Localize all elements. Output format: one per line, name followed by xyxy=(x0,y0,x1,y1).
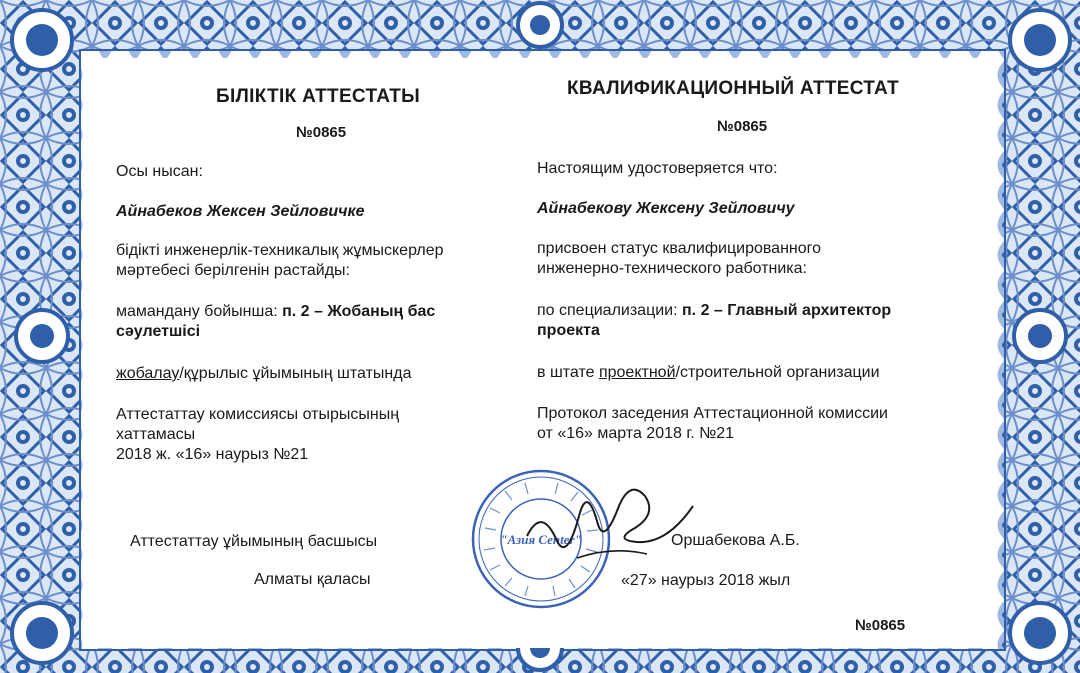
kazakh-city: Алматы қаласы xyxy=(254,571,371,588)
russian-number: №0865 xyxy=(717,118,768,135)
russian-specialization xyxy=(537,301,891,320)
russian-org-underlined: проектной xyxy=(598,364,676,381)
russian-org-prefix: в штате xyxy=(537,364,599,381)
russian-signer: Оршабекова А.Б. xyxy=(671,532,800,549)
russian-protocol-1: Протокол заседения Аттестационной комиссии xyxy=(537,405,888,422)
kazakh-organization xyxy=(116,364,411,383)
russian-intro: Настоящим удостоверяется что: xyxy=(537,160,778,177)
russian-protocol-2: от «16» марта 2018 г. №21 xyxy=(537,425,735,442)
russian-spec-value-cont: проекта xyxy=(537,322,600,339)
kazakh-status-line-1: бідікті инженерлік-техникалық жұмыскерлер xyxy=(116,242,444,259)
kazakh-status-line-2: мәртебесі берілгенін растайды: xyxy=(116,262,350,279)
russian-status-line-2: инженерно-технического работника: xyxy=(537,260,807,277)
kazakh-title: БІЛІКТІК АТТЕСТАТЫ xyxy=(216,86,421,107)
kazakh-name: Айнабеков Жексен Зейловичке xyxy=(116,203,365,220)
kazakh-spec-value-cont: сәулетшісі xyxy=(116,323,201,340)
signature xyxy=(517,466,702,584)
kazakh-spec-value: п. 2 – Жобаның бас xyxy=(282,303,436,320)
kazakh-spec-prefix: мамандану бойынша: xyxy=(116,303,278,320)
kazakh-head-label: Аттестаттау ұйымының басшысы xyxy=(130,533,378,550)
kazakh-org-rest: /құрылыс ұйымының штатында xyxy=(179,365,412,382)
kazakh-number: №0865 xyxy=(296,124,347,141)
russian-date: «27» наурыз 2018 жыл xyxy=(621,572,791,589)
kazakh-org-underlined: жобалау xyxy=(116,365,180,382)
russian-spec-prefix: по специализации: xyxy=(537,302,678,319)
certificate-body xyxy=(92,58,992,648)
russian-status-line-1: присвоен статус квалифицированного xyxy=(537,240,822,257)
kazakh-protocol-3: 2018 ж. «16» наурыз №21 xyxy=(116,446,309,463)
kazakh-protocol-2: хаттамасы xyxy=(116,426,196,443)
russian-organization xyxy=(537,363,880,382)
russian-name: Айнабекову Жексену Зейловичу xyxy=(537,200,795,217)
russian-title: КВАЛИФИКАЦИОННЫЙ АТТЕСТАТ xyxy=(567,78,899,99)
russian-org-rest: /строительной организации xyxy=(675,364,880,381)
seal-center-text: "Азия Center" xyxy=(500,532,582,547)
kazakh-specialization xyxy=(116,302,435,321)
bottom-number: №0865 xyxy=(855,617,906,634)
kazakh-protocol-1: Аттестаттау комиссиясы отырысының xyxy=(116,406,400,423)
russian-spec-value: п. 2 – Главный архитектор xyxy=(682,302,892,319)
kazakh-intro: Осы нысан: xyxy=(116,163,203,180)
